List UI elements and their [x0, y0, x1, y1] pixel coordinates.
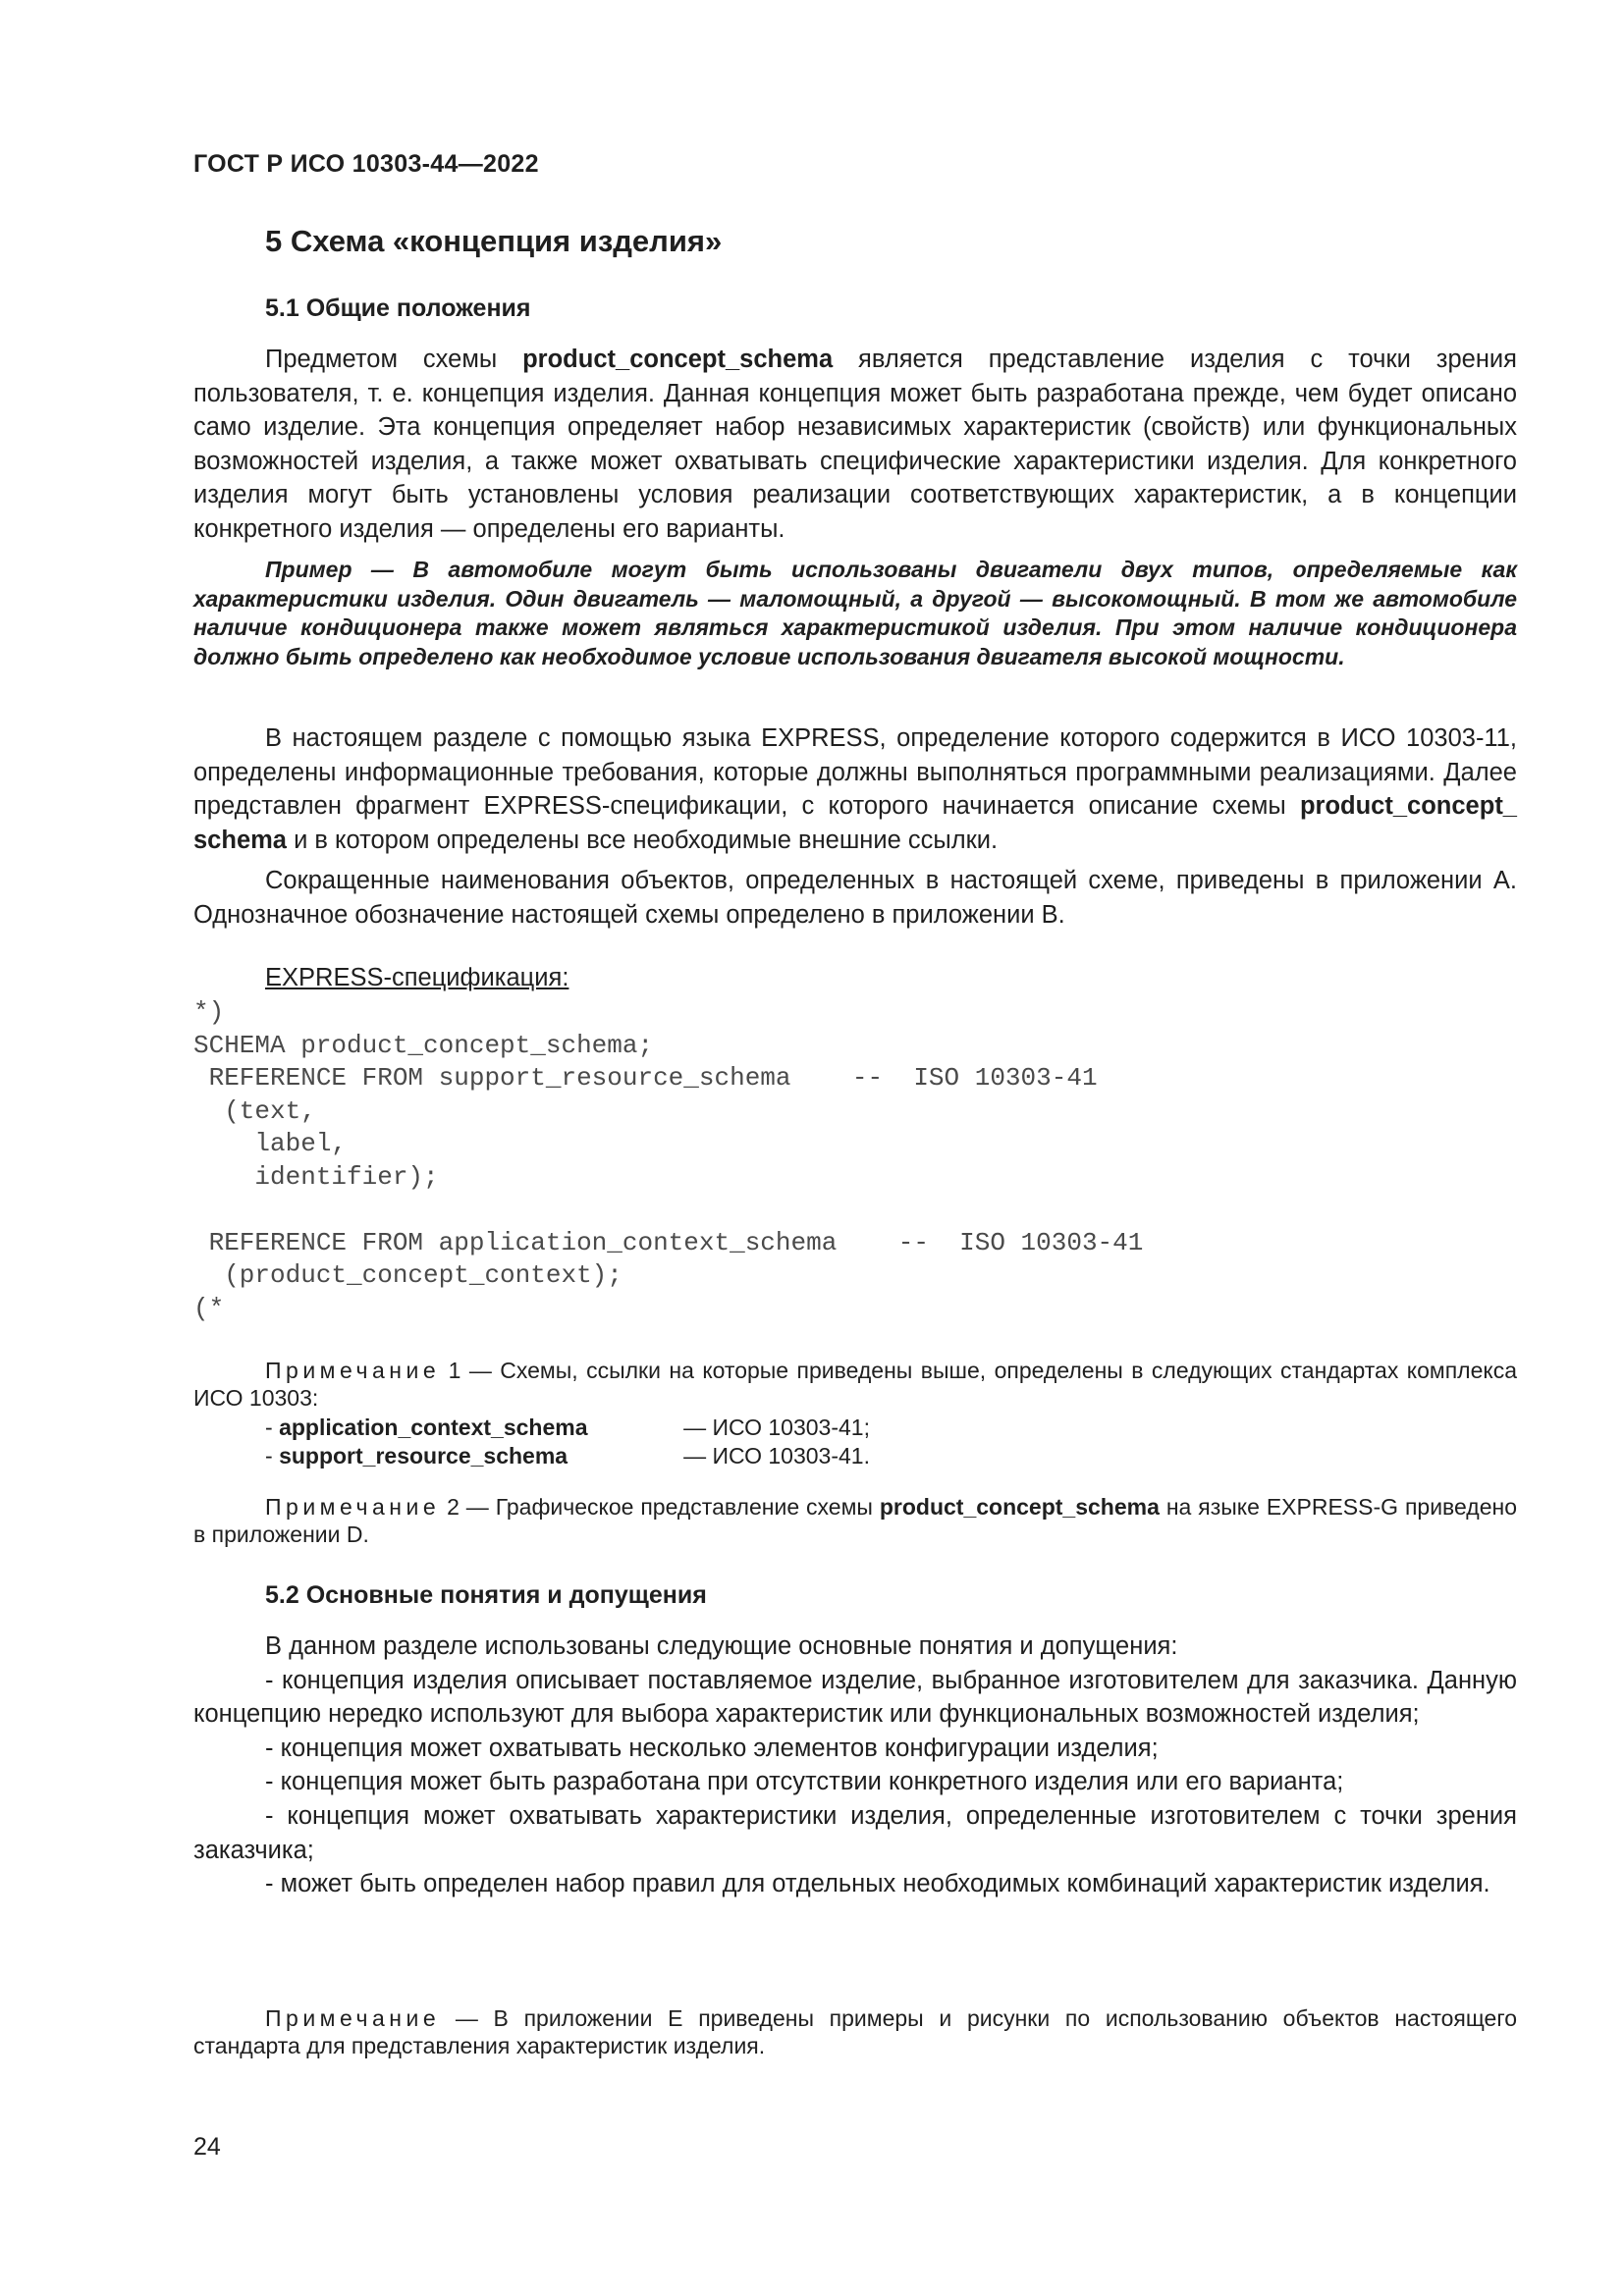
- note-1-list: [265, 1414, 870, 1470]
- list-item: - application_context_schema — ИСО 10303-41;: [265, 1415, 870, 1440]
- express-spec-label: EXPRESS-спецификация:: [265, 964, 569, 991]
- list-item: - концепция может охватывать несколько элементов конфигурации изделия;: [265, 1734, 1159, 1762]
- express-code-listing: *) SCHEMA product_concept_schema; REFERENCE FROM support_resource_schema -- ISO 10303-41 (text, label, identifier); REFERENCE FROM application_context_schema -- ISO 10303-41 (product_concept_context); (*: [193, 997, 1144, 1323]
- list-item: - может быть определен набор правил для отдельных необходимых комбинаций характеристик изделия.: [265, 1870, 1490, 1898]
- schema-name: product_concept_schema: [879, 1494, 1160, 1520]
- example-block: Пример — В автомобиле могут быть использованы двигатели двух типов, определяемые как характеристики изделия. Один двигатель — маломощный, а другой — высокомощный. В том же автомобиле наличие кондиционера также может являться характеристикой изделия. При этом наличие кондиционера должно быть определено как необходимое условие использования двигателя высокой мощности.: [193, 557, 1517, 669]
- paragraph-express: В настоящем разделе с помощью языка EXPRESS, определение которого содержится в ИСО 10303-11, определены информационные требования, которые должны выполняться программными реализациями. Далее представлен фрагмент EXPRESS-спецификации, с которого начинается описание схемы product_concept_ schema и в котором определены все необходимые внешние ссылки.: [193, 724, 1517, 854]
- note-label: Примечание: [265, 1358, 441, 1383]
- note-label: Примечание: [265, 2005, 441, 2031]
- running-head: ГОСТ Р ИСО 10303-44—2022: [193, 150, 539, 178]
- list-item: - support_resource_schema — ИСО 10303-41.: [265, 1443, 870, 1468]
- subsection-title-5-2: 5.2 Основные понятия и допущения: [265, 1581, 707, 1609]
- list-item: - концепция изделия описывает поставляемое изделие, выбранное изготовителем для заказчика. Данную концепцию нередко используют для выбора характеристик или функциональных возможностей изделия;: [193, 1666, 1517, 1729]
- document-page: [193, 0, 1517, 2296]
- page-number: 24: [193, 2133, 221, 2161]
- section-title: 5 Схема «концепция изделия»: [265, 224, 723, 258]
- list-item: - концепция может быть разработана при отсутствии конкретного изделия или его варианта;: [265, 1768, 1344, 1796]
- paragraph-intro: Предметом схемы product_concept_schema является представление изделия с точки зрения пользователя, т. е. концепция изделия. Данная концепция может быть разработана прежде, чем будет описано само изделие. Эта концепция определяет набор независимых характеристик (свойств) или функциональных возможностей изделия, а также может охватывать специфические характеристики изделия. Для конкретного изделия могут быть установлены условия реализации соответствующих характеристик, а в концепции конкретного изделия — определены его варианты.: [193, 346, 1517, 543]
- note-1: Примечание 1 — Схемы, ссылки на которые приведены выше, определены в следующих стандартах комплекса ИСО 10303:: [193, 1358, 1517, 1412]
- note-annex-e: Примечание — В приложении E приведены примеры и рисунки по использованию объектов настоящего стандарта для представления характеристик изделия.: [193, 2005, 1517, 2059]
- concepts-intro: В данном разделе использованы следующие основные понятия и допущения:: [265, 1632, 1178, 1660]
- list-item: - концепция может охватывать характеристики изделия, определенные изготовителем с точки зрения заказчика;: [193, 1801, 1517, 1864]
- paragraph-annexes: Сокращенные наименования объектов, определенных в настоящей схеме, приведены в приложении A. Однозначное обозначение настоящей схемы определено в приложении B.: [193, 867, 1517, 929]
- subsection-title-5-1: 5.1 Общие положения: [265, 294, 531, 322]
- schema-name: product_concept_ schema: [193, 792, 1517, 854]
- note-2: Примечание 2 — Графическое представление схемы product_concept_schema на языке EXPRESS-G приведено в приложении D.: [193, 1494, 1517, 1548]
- note-label: Примечание: [265, 1494, 441, 1520]
- schema-name: product_concept_schema: [522, 346, 834, 373]
- concepts-list: [193, 1629, 1517, 1901]
